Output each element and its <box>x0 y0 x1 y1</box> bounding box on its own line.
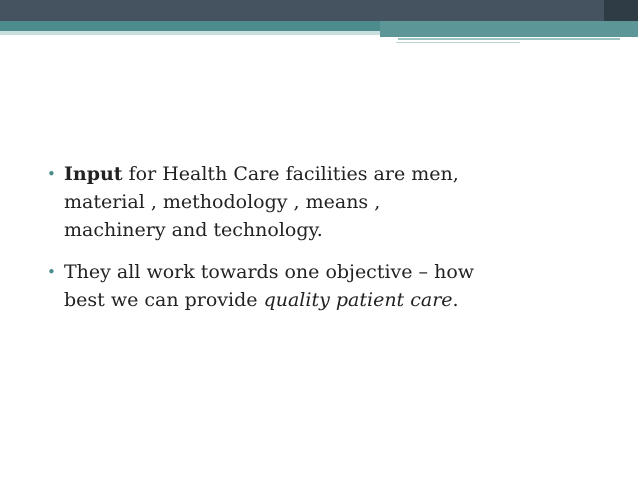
bullet-text: best we can provide <box>64 289 264 311</box>
bullet-line: machinery and technology. <box>64 219 323 241</box>
bullet-item-input <box>47 160 607 244</box>
italic-phrase: quality patient care <box>263 289 453 311</box>
bullet-line: material , methodology , means , <box>64 191 381 213</box>
bullet-text: . <box>452 289 459 311</box>
header-corner-block <box>604 0 638 21</box>
bullet-line <box>64 160 607 188</box>
bold-term: Input <box>64 163 123 185</box>
header-accent-line <box>396 42 520 43</box>
bullet-text: for Health Care facilities are men, <box>122 163 459 185</box>
bullet-icon: • <box>47 263 56 281</box>
header-accent-line <box>398 38 620 40</box>
bullet-line <box>64 286 607 314</box>
header-band-dark <box>0 0 638 21</box>
bullet-icon: • <box>47 165 56 183</box>
bullet-item-objective <box>47 258 607 314</box>
header-accent-block <box>380 21 638 37</box>
slide-body <box>47 160 607 328</box>
bullet-line: They all work towards one objective – how <box>64 261 475 283</box>
